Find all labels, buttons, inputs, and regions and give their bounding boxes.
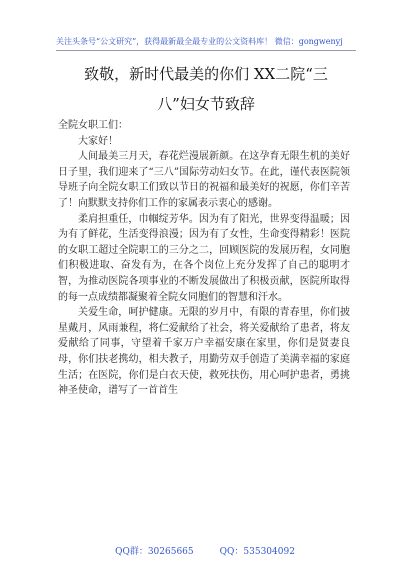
header-divider (56, 50, 356, 51)
body-paragraph-2: 柔肩担重任，巾帼绽芳华。因为有了阳光，世界变得温暖；因为有了鲜花，生活变得浪漫；因为有了女性，生命变得精彩！医院的女职工超过全院职工的三分之二，回顾医院的发展历程，女同胞们积极进取、奋发有为，在各个岗位上充分发挥了自己的聪明才智，为推动医院各项事业的不断发展做出了积极贡献，医院所取得的每一点成绩都凝聚着全院女同胞们的智慧和汗水。 (58, 213, 350, 303)
document-title-line-2: 八”妇女节致辞 (157, 95, 255, 113)
page-footer (60, 546, 350, 558)
footer-qq: QQ：535304092 (219, 547, 295, 557)
body-paragraph-3: 关爱生命，呵护健康。无限的岁月中，有限的青春里，你们披星戴月，风雨兼程，将仁爱献给了社会，将关爱献给了患者，将友爱献给了同事，守望着千家万户幸福安康在家里，你们是贤妻良母，你们扶老携幼，相夫教子，用勤劳双手创造了美满幸福的家庭生活；在医院，你们是白衣天使，救死扶伤，用心呵护患者，勇挑神圣使命，谱写了一首首生 (58, 307, 350, 397)
document-body (58, 118, 350, 399)
document-title-line-1: 致敬，新时代最美的你们 XX二院“三 (84, 65, 328, 83)
salutation: 全院女职工们： (58, 120, 128, 131)
footer-qq-group: QQ群：30265665 (115, 547, 194, 557)
greeting: 大家好！ (78, 135, 118, 147)
body-paragraph-1: 人间最美三月天，春花烂漫展新颜。在这孕育无限生机的美好日子里，我们迎来了“三八”国际劳动妇女节。在此，谨代表医院领导班子向全院女职工们致以节日的祝福和最美好的祝愿，你们辛苦了！向默默支持你们工作的家属表示衷心的感谢。 (58, 151, 350, 209)
header-promo-text: 关注头条号“公文研究”，获得最新最全最专业的公文资料库！ 微信：gongwenyj (56, 37, 343, 46)
